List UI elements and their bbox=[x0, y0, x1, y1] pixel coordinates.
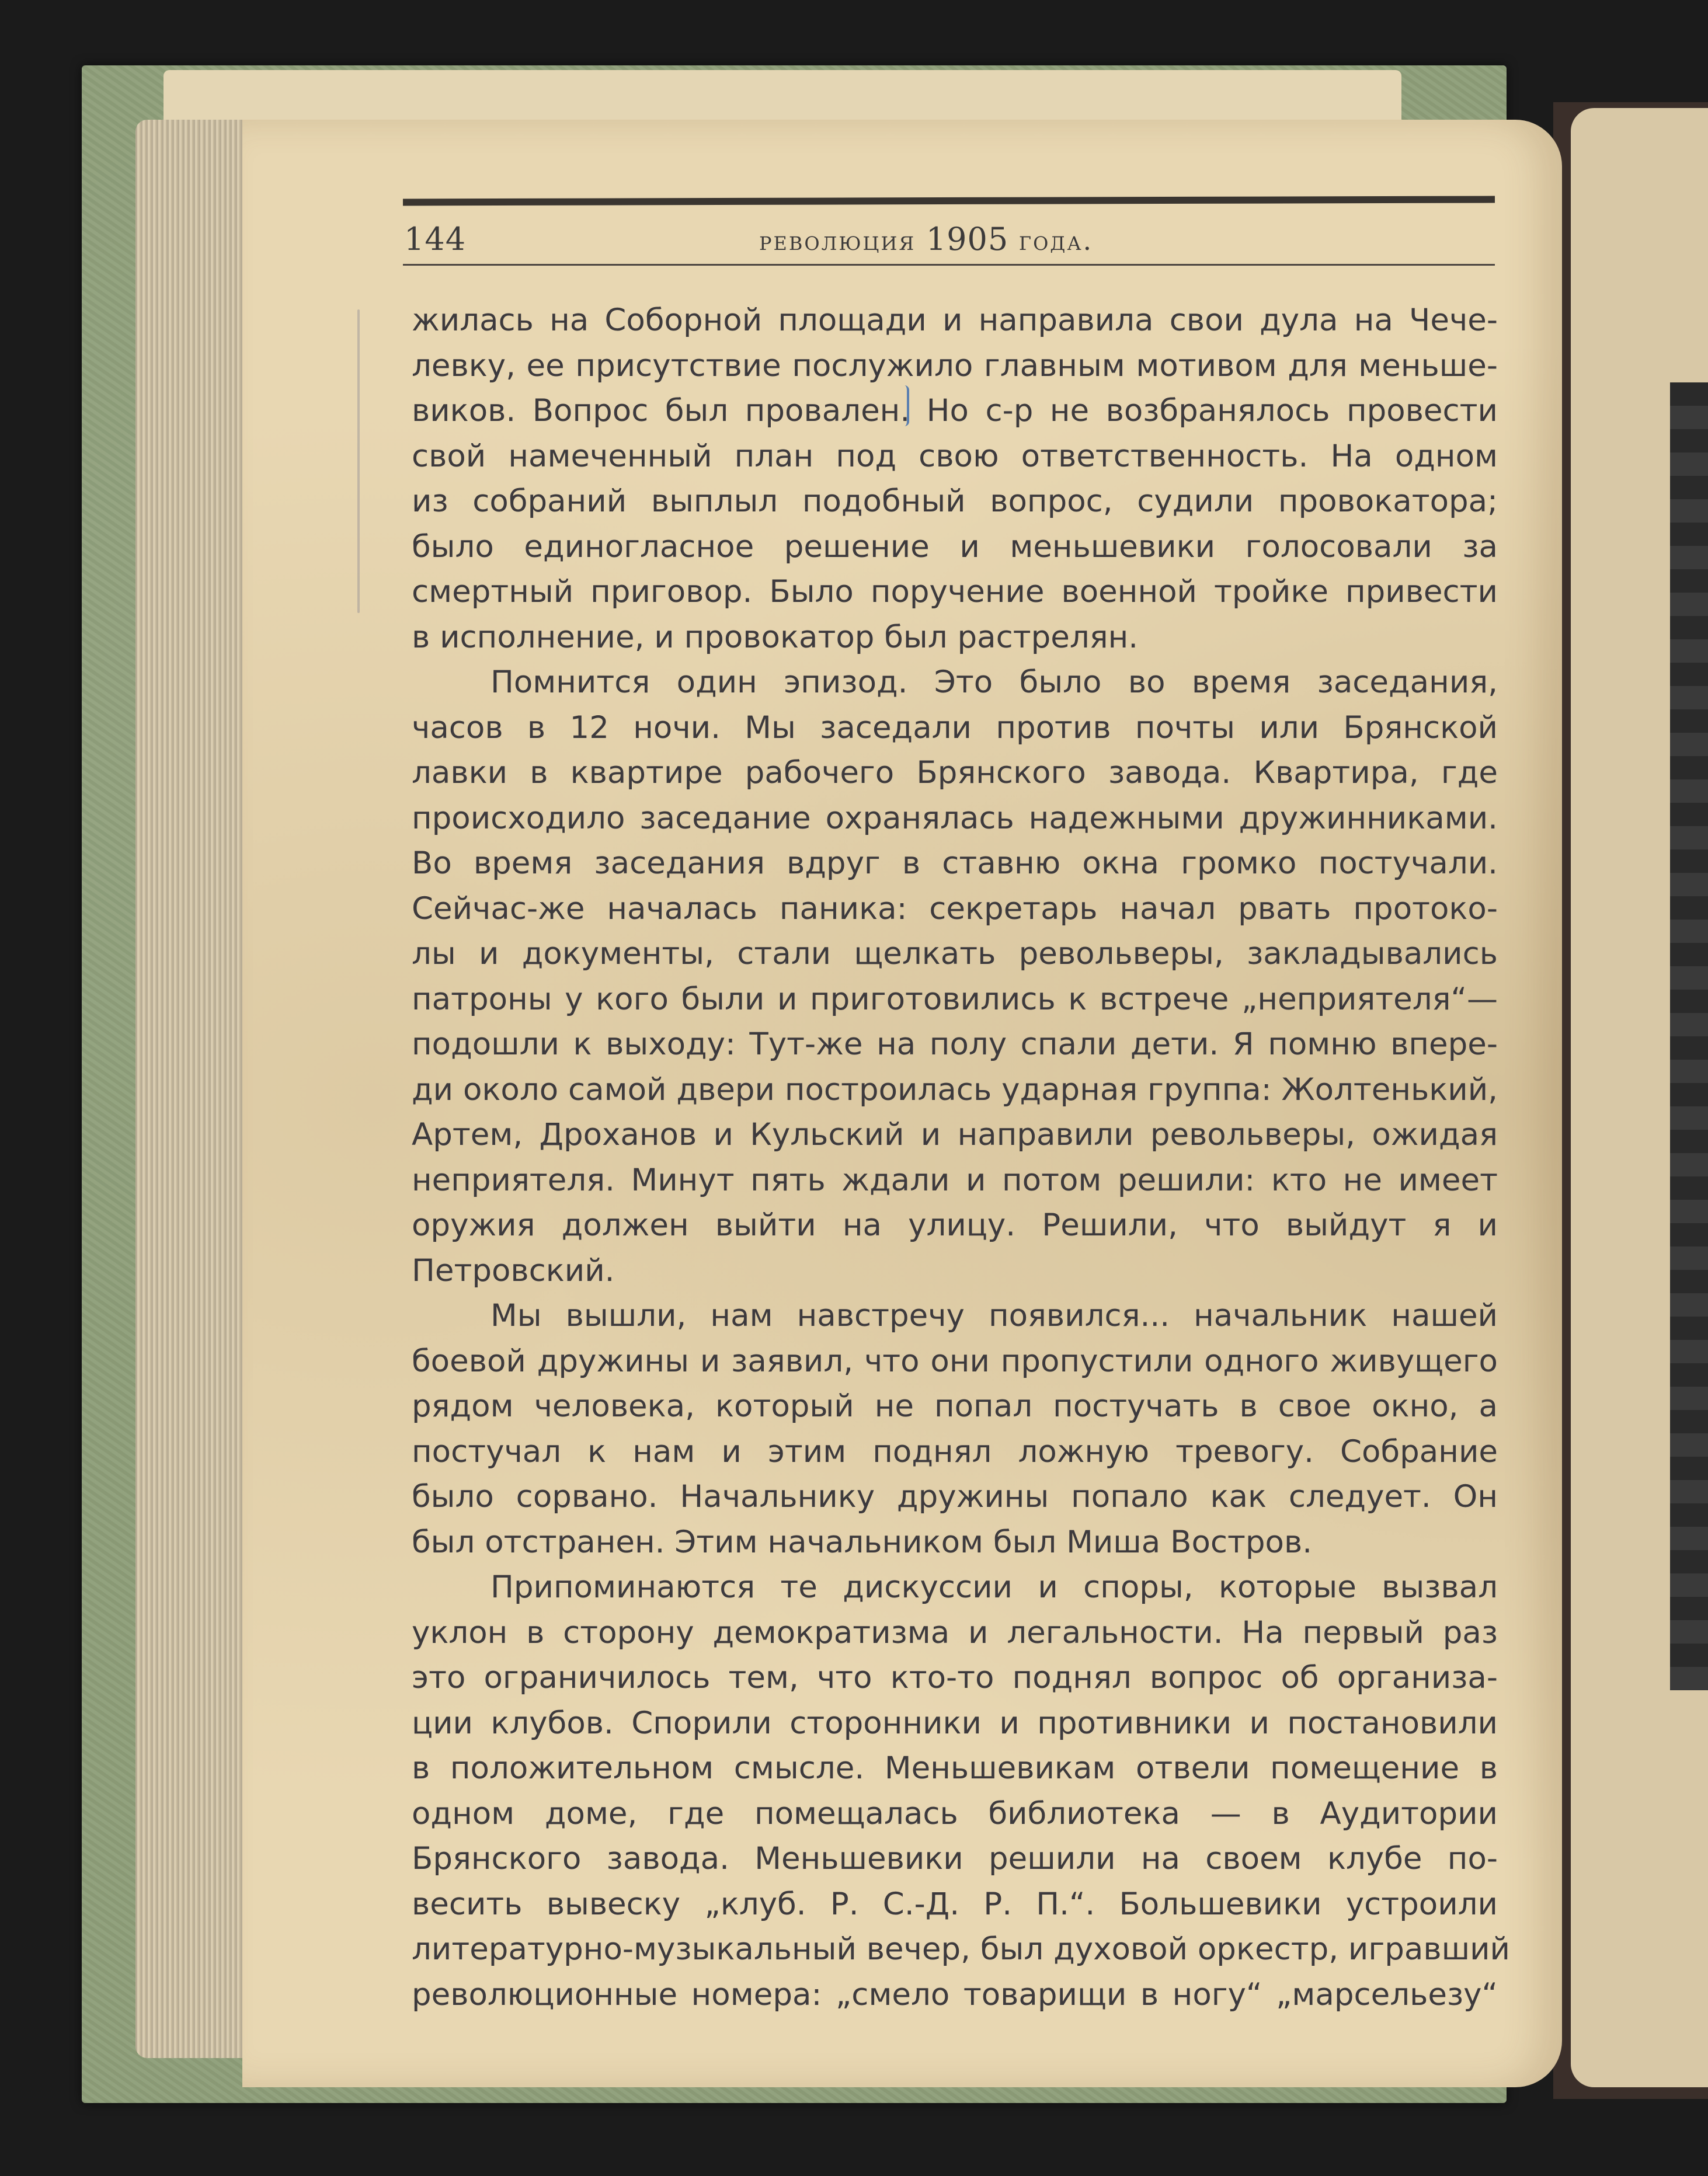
text-line: весить вывеску „клуб. Р. С.-Д. Р. П.“. Большевики устроили bbox=[412, 1886, 1498, 1922]
text-line: часов в 12 ночи. Мы заседали против почты или Брянской bbox=[412, 709, 1498, 746]
text-line: смертный приговор. Было поручение военной тройке привести bbox=[412, 574, 1498, 610]
text-line: левку, ее присутствие послужило главным мотивом для меньше- bbox=[412, 347, 1498, 384]
text-line: Помнится один эпизод. Это было во время заседания, bbox=[491, 664, 1498, 700]
text-line: ции клубов. Спорили сторонники и противники и постановили bbox=[412, 1705, 1498, 1741]
text-line: патроны у кого были и приготовились к встрече „неприятеля“— bbox=[412, 981, 1498, 1017]
text-line: виков. Вопрос был провален. Но с-р не возбранялось провести bbox=[412, 393, 1498, 429]
text-line: было сорвано. Начальнику дружины попало как следует. Он bbox=[412, 1479, 1498, 1515]
text-line: Сейчас-же началась паника: секретарь начал рвать протоко- bbox=[412, 890, 1498, 927]
text-line: оружия должен выйти на улицу. Решили, что выйдут я и bbox=[412, 1207, 1498, 1243]
body-text bbox=[412, 298, 1510, 2017]
text-line: неприятеля. Минут пять ждали и потом решили: кто не имеет bbox=[412, 1162, 1498, 1198]
text-line: было единогласное решение и меньшевики голосовали за bbox=[412, 528, 1498, 565]
text-line: лы и документы, стали щелкать револьверы, закладывались bbox=[412, 936, 1498, 972]
header-rule-thin bbox=[403, 264, 1495, 266]
text-line: ди около самой двери построилась ударная группа: Жолтенький, bbox=[412, 1071, 1498, 1108]
text-line: Петровский. bbox=[412, 1252, 615, 1289]
facing-photo-plate bbox=[1670, 382, 1708, 1690]
running-head bbox=[759, 221, 1093, 257]
page-edges bbox=[135, 120, 246, 2058]
text-line: лавки в квартире рабочего Брянского завода. Квартира, где bbox=[412, 755, 1498, 791]
text-line: постучал к нам и этим поднял ложную тревогу. Собрание bbox=[412, 1433, 1498, 1470]
text-line: боевой дружины и заявил, что они пропустили одного живущего bbox=[412, 1343, 1498, 1379]
text-line: был отстранен. Этим начальником был Миша Востров. bbox=[412, 1524, 1313, 1560]
text-line: одном доме, где помещалась библиотека — в Аудитории bbox=[412, 1795, 1498, 1832]
text-line: подошли к выходу: Тут-же на полу спали дети. Я помню впере- bbox=[412, 1026, 1498, 1062]
pencil-margin-mark bbox=[357, 309, 360, 613]
text-line: Припоминаются те дискуссии и споры, которые вызвал bbox=[491, 1569, 1498, 1605]
text-line: Брянского завода. Меньшевики решили на своем клубе по- bbox=[412, 1841, 1498, 1876]
text-line: рядом человека, который не попал постучать в свое окно, а bbox=[412, 1388, 1498, 1424]
text-line: жилась на Соборной площади и направила свои дула на Чече- bbox=[412, 302, 1498, 338]
text-line: Мы вышли, нам навстречу появился... начальник нашей bbox=[491, 1298, 1498, 1334]
running-head-suffix: года. bbox=[1018, 225, 1094, 256]
text-line: свой намеченный план под свою ответственность. На одном bbox=[412, 438, 1498, 474]
running-head-word: революция bbox=[759, 225, 916, 256]
text-line: Во время заседания вдруг в ставню окна громко постучали. bbox=[412, 845, 1498, 881]
text-line: революционные номера: „смело товарищи в ногу“ „марсельезу“ bbox=[412, 1976, 1498, 2013]
text-line: в положительном смысле. Меньшевикам отвели помещение в bbox=[412, 1750, 1498, 1786]
text-line: из собраний выплыл подобный вопрос, судили провокатора; bbox=[412, 483, 1498, 519]
text-line: происходило заседание охранялась надежными дружинниками. bbox=[412, 800, 1498, 836]
text-line: в исполнение, и провокатор был растрелян. bbox=[412, 619, 1139, 655]
text-line: это ограничилось тем, что кто-то поднял вопрос об организа- bbox=[412, 1660, 1498, 1695]
page-number: 144 bbox=[404, 221, 467, 257]
text-line: уклон в сторону демократизма и легальности. На первый раз bbox=[412, 1614, 1498, 1651]
running-head-year: 1905 bbox=[926, 221, 1009, 257]
text-line: Артем, Дроханов и Кульский и направили револьверы, ожидая bbox=[412, 1117, 1498, 1153]
text-line: литературно-музыкальный вечер, был духовой оркестр, игравший bbox=[412, 1931, 1510, 1967]
